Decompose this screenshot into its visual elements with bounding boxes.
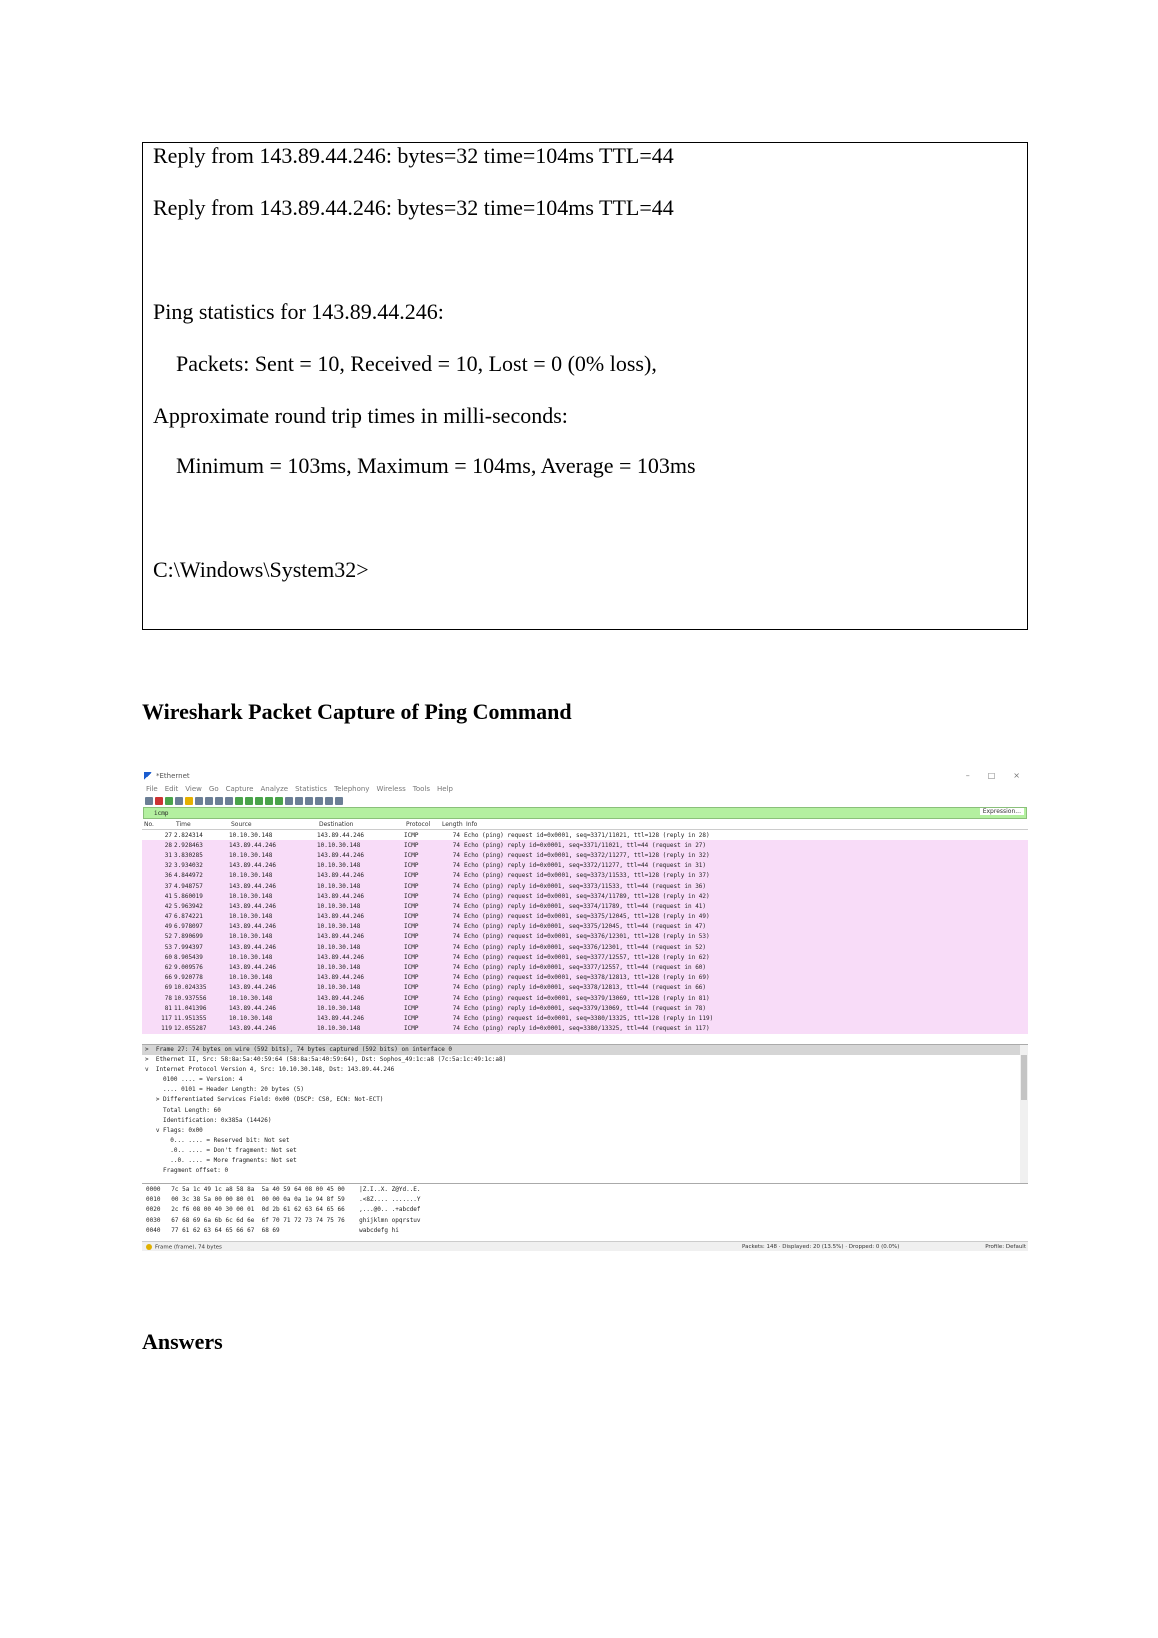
- packet-cell: ICMP: [404, 913, 419, 921]
- detail-line[interactable]: 0... .... = Reserved bit: Not set: [145, 1136, 290, 1144]
- packet-cell: 74: [452, 943, 460, 951]
- packet-row[interactable]: [142, 861, 1028, 871]
- packet-cell: 74: [452, 902, 460, 910]
- console-line: Approximate round trip times in milli-seconds:: [153, 403, 568, 428]
- packet-cell: 117: [161, 1014, 172, 1022]
- packet-cell: ICMP: [404, 872, 419, 880]
- main-toolbar: [142, 794, 1028, 807]
- packet-cell: 74: [452, 872, 460, 880]
- packet-cell: Echo (ping) reply id=0x0001, seq=3373/11533, ttl=44 (request in 36): [464, 882, 707, 890]
- restart-capture-icon[interactable]: [165, 797, 173, 805]
- column-header[interactable]: Length: [442, 820, 463, 828]
- console-line: Reply from 143.89.44.246: bytes=32 time=104ms TTL=44: [153, 195, 674, 220]
- packet-cell: 143.89.44.246: [229, 1025, 276, 1033]
- packet-cell: ICMP: [404, 902, 419, 910]
- packet-cell: 74: [452, 953, 460, 961]
- packet-cell: 143.89.44.246: [229, 882, 276, 890]
- packet-cell: 143.89.44.246: [317, 892, 364, 900]
- packet-row[interactable]: [142, 993, 1028, 1003]
- detail-line[interactable]: ..0. .... = More fragments: Not set: [145, 1157, 297, 1165]
- packet-row[interactable]: [142, 962, 1028, 972]
- packet-cell: Echo (ping) reply id=0x0001, seq=3380/13325, ttl=44 (request in 117): [464, 1025, 710, 1033]
- packet-row[interactable]: [142, 912, 1028, 922]
- packet-cell: ICMP: [404, 841, 419, 849]
- packet-cell: 28: [164, 841, 172, 849]
- display-filter-bar[interactable]: [143, 807, 1027, 819]
- packet-cell: Echo (ping) request id=0x0001, seq=3379/13069, ttl=128 (reply in 81): [464, 994, 710, 1002]
- packet-cell: Echo (ping) request id=0x0001, seq=3373/11533, ttl=128 (reply in 37): [464, 872, 710, 880]
- packet-cell: ICMP: [404, 1014, 419, 1022]
- packet-cell: 4.844972: [174, 872, 203, 880]
- packet-cell: 10.10.30.148: [229, 831, 273, 839]
- detail-line[interactable]: Total Length: 60: [145, 1106, 221, 1114]
- packet-cell: 9.920778: [174, 974, 203, 982]
- packet-cell: 143.89.44.246: [317, 913, 364, 921]
- packet-cell: 10.10.30.148: [229, 872, 273, 880]
- expression-button[interactable]: Expression...: [980, 808, 1024, 815]
- packet-cell: Echo (ping) request id=0x0001, seq=3375/12045, ttl=128 (reply in 49): [464, 913, 710, 921]
- packet-cell: 81: [164, 1004, 172, 1012]
- packet-cell: 2.824314: [174, 831, 203, 839]
- packet-cell: ICMP: [404, 943, 419, 951]
- packet-cell: 11.041396: [174, 1004, 207, 1012]
- hex-line[interactable]: 0000 7c 5a 1c 49 1c a8 58 8a 5a 40 59 64 08 00 45 00 |Z.I..X. Z@Yd..E.: [146, 1186, 421, 1193]
- packet-cell: 10.10.30.148: [317, 882, 361, 890]
- packet-row[interactable]: [142, 901, 1028, 911]
- maximize-icon[interactable]: □: [987, 771, 996, 780]
- zoom-in-icon[interactable]: [305, 797, 313, 805]
- window-titlebar: [142, 769, 1028, 783]
- console-prompt: C:\Windows\System32>: [153, 557, 369, 582]
- packet-cell: 74: [452, 892, 460, 900]
- packet-cell: 52: [164, 933, 172, 941]
- packet-cell: 143.89.44.246: [317, 974, 364, 982]
- packet-cell: 143.89.44.246: [229, 964, 276, 972]
- go-to-packet-icon[interactable]: [255, 797, 263, 805]
- packet-cell: 10.10.30.148: [229, 974, 273, 982]
- packet-cell: 66: [164, 974, 172, 982]
- menu-item[interactable]: File: [146, 784, 158, 793]
- packet-bytes-pane: [142, 1185, 1028, 1241]
- packet-cell: 27: [164, 831, 172, 839]
- packet-row[interactable]: [142, 932, 1028, 942]
- packet-cell: 9.009576: [174, 964, 203, 972]
- packet-cell: ICMP: [404, 831, 419, 839]
- packet-cell: 74: [452, 913, 460, 921]
- packet-row[interactable]: [142, 1003, 1028, 1013]
- packet-cell: 41: [164, 892, 172, 900]
- details-scrollbar[interactable]: [1020, 1045, 1028, 1183]
- packet-cell: Echo (ping) request id=0x0001, seq=3377/12557, ttl=128 (reply in 62): [464, 953, 710, 961]
- detail-line[interactable]: Identification: 0x385a (14426): [145, 1116, 272, 1124]
- packet-cell: 12.055287: [174, 1025, 207, 1033]
- packet-cell: ICMP: [404, 923, 419, 931]
- menu-item[interactable]: View: [185, 784, 202, 793]
- column-header[interactable]: Source: [231, 820, 252, 828]
- column-header[interactable]: Time: [176, 820, 191, 828]
- packet-cell: 74: [452, 994, 460, 1002]
- close-file-icon[interactable]: [205, 797, 213, 805]
- packet-cell: ICMP: [404, 1025, 419, 1033]
- zoom-out-icon[interactable]: [315, 797, 323, 805]
- section-heading-answers: Answers: [142, 1329, 223, 1354]
- menu-item[interactable]: Tools: [412, 784, 430, 793]
- packet-cell: 143.89.44.246: [229, 984, 276, 992]
- packet-cell: 143.89.44.246: [317, 1014, 364, 1022]
- packet-row[interactable]: [142, 922, 1028, 932]
- packet-cell: Echo (ping) request id=0x0001, seq=3372/11277, ttl=128 (reply in 32): [464, 851, 710, 859]
- stop-capture-icon[interactable]: [155, 797, 163, 805]
- packet-cell: 143.89.44.246: [317, 872, 364, 880]
- menu-item[interactable]: Edit: [164, 784, 179, 793]
- start-capture-icon[interactable]: [145, 797, 153, 805]
- menu-bar: [142, 783, 1028, 794]
- save-file-icon[interactable]: [195, 797, 203, 805]
- packet-list-header: [142, 819, 1028, 830]
- packet-cell: 10.10.30.148: [317, 841, 361, 849]
- go-back-icon[interactable]: [235, 797, 243, 805]
- autoscroll-icon[interactable]: [285, 797, 293, 805]
- packet-cell: 10.10.30.148: [229, 933, 273, 941]
- packet-cell: 10.10.30.148: [229, 892, 273, 900]
- packet-cell: 143.89.44.246: [229, 1004, 276, 1012]
- packet-cell: 49: [164, 923, 172, 931]
- wireshark-fin-icon: [144, 772, 152, 780]
- console-line: Ping statistics for 143.89.44.246:: [153, 299, 444, 324]
- packet-cell: Echo (ping) reply id=0x0001, seq=3378/12813, ttl=44 (request in 66): [464, 984, 707, 992]
- console-line: Minimum = 103ms, Maximum = 104ms, Average = 103ms: [176, 453, 696, 478]
- detail-line[interactable]: > Differentiated Services Field: 0x00 (DSCP: CS0, ECN: Not-ECT): [145, 1096, 384, 1104]
- packet-cell: 143.89.44.246: [229, 923, 276, 931]
- detail-line[interactable]: .0.. .... = Don't fragment: Not set: [145, 1146, 297, 1154]
- status-bar: [142, 1241, 1028, 1251]
- wireshark-screenshot: [142, 769, 1028, 1251]
- packet-cell: 143.89.44.246: [229, 862, 276, 870]
- packet-cell: 5.963942: [174, 902, 203, 910]
- packet-cell: 119: [161, 1025, 172, 1033]
- packet-cell: 5.860019: [174, 892, 203, 900]
- packet-row[interactable]: [142, 840, 1028, 850]
- packet-cell: 10.10.30.148: [317, 902, 361, 910]
- packet-cell: Echo (ping) reply id=0x0001, seq=3374/11789, ttl=44 (request in 41): [464, 902, 707, 910]
- packet-details-pane: [142, 1044, 1028, 1184]
- packet-cell: 7.994397: [174, 943, 203, 951]
- packet-cell: 11.951355: [174, 1014, 207, 1022]
- detail-line[interactable]: .... 0101 = Header Length: 20 bytes (5): [145, 1086, 304, 1094]
- packet-cell: ICMP: [404, 862, 419, 870]
- packet-row[interactable]: [142, 881, 1028, 891]
- packet-cell: 42: [164, 902, 172, 910]
- packet-row[interactable]: [142, 973, 1028, 983]
- packet-cell: 31: [164, 851, 172, 859]
- packet-cell: 74: [452, 851, 460, 859]
- packet-cell: 8.905439: [174, 953, 203, 961]
- reload-icon[interactable]: [215, 797, 223, 805]
- packet-cell: 7.890699: [174, 933, 203, 941]
- packet-cell: 10.10.30.148: [317, 964, 361, 972]
- hex-line[interactable]: 0030 67 68 69 6a 6b 6c 6d 6e 6f 70 71 72 73 74 75 76 ghijklmn opqrstuv: [146, 1216, 421, 1224]
- packet-cell: 10.10.30.148: [229, 994, 273, 1002]
- packet-cell: 10.10.30.148: [317, 1004, 361, 1012]
- packet-row[interactable]: [142, 1024, 1028, 1034]
- packet-cell: 53: [164, 943, 172, 951]
- packet-cell: 74: [452, 964, 460, 972]
- section-heading-capture: Wireshark Packet Capture of Ping Command: [142, 699, 572, 724]
- packet-cell: 10.937556: [174, 994, 207, 1002]
- packet-cell: 6.874221: [174, 913, 203, 921]
- packet-cell: Echo (ping) request id=0x0001, seq=3380/13325, ttl=128 (reply in 119): [464, 1014, 714, 1022]
- packet-row[interactable]: [142, 942, 1028, 952]
- packet-row[interactable]: [142, 1013, 1028, 1023]
- status-packets: Packets: 148 · Displayed: 20 (13.5%) · Dropped: 0 (0.0%): [742, 1244, 900, 1250]
- menu-item[interactable]: Capture: [225, 784, 254, 793]
- packet-cell: 74: [452, 882, 460, 890]
- packet-cell: 47: [164, 913, 172, 921]
- packet-cell: 10.10.30.148: [229, 1014, 273, 1022]
- packet-cell: 10.10.30.148: [229, 913, 273, 921]
- menu-item[interactable]: Statistics: [295, 784, 328, 793]
- capture-options-icon[interactable]: [175, 797, 183, 805]
- hex-line[interactable]: 0020 2c f6 08 00 40 30 00 01 0d 2b 61 62 63 64 65 66 ,...@0.. .+abcdef: [146, 1206, 421, 1214]
- packet-cell: 143.89.44.246: [317, 953, 364, 961]
- packet-cell: ICMP: [404, 892, 419, 900]
- packet-cell: Echo (ping) reply id=0x0001, seq=3379/13069, ttl=44 (request in 78): [464, 1004, 707, 1012]
- detail-line[interactable]: > Ethernet II, Src: 58:8a:5a:40:59:64 (58:8a:5a:40:59:64), Dst: Sophos_49:1c:a8 (7c:5a:1c:49:1c:a8): [145, 1056, 507, 1064]
- packet-cell: 10.10.30.148: [229, 851, 273, 859]
- packet-cell: 32: [164, 862, 172, 870]
- packet-cell: ICMP: [404, 851, 419, 859]
- packet-cell: 60: [164, 953, 172, 961]
- packet-cell: ICMP: [404, 994, 419, 1002]
- packet-cell: ICMP: [404, 1004, 419, 1012]
- packet-cell: 10.10.30.148: [317, 862, 361, 870]
- packet-cell: 10.024335: [174, 984, 207, 992]
- packet-cell: ICMP: [404, 882, 419, 890]
- packet-cell: Echo (ping) request id=0x0001, seq=3376/12301, ttl=128 (reply in 53): [464, 933, 710, 941]
- column-header[interactable]: Destination: [319, 820, 354, 828]
- packet-cell: Echo (ping) reply id=0x0001, seq=3372/11277, ttl=44 (request in 31): [464, 862, 707, 870]
- status-profile[interactable]: Profile: Default: [985, 1244, 1026, 1250]
- packet-cell: 143.89.44.246: [317, 851, 364, 859]
- menu-item[interactable]: Go: [208, 784, 219, 793]
- packet-cell: 78: [164, 994, 172, 1002]
- packet-cell: 143.89.44.246: [317, 831, 364, 839]
- column-header[interactable]: Protocol: [406, 820, 431, 828]
- packet-cell: Echo (ping) reply id=0x0001, seq=3375/12045, ttl=44 (request in 47): [464, 923, 707, 931]
- packet-cell: 10.10.30.148: [317, 923, 361, 931]
- packet-cell: Echo (ping) reply id=0x0001, seq=3376/12301, ttl=44 (request in 52): [464, 943, 707, 951]
- first-packet-icon[interactable]: [265, 797, 273, 805]
- packet-row[interactable]: [142, 850, 1028, 860]
- hex-line[interactable]: 0010 00 3c 38 5a 00 00 80 01 00 00 0a 0a 1e 94 8f 59 .<8Z.... .......Y: [146, 1196, 421, 1204]
- detail-line[interactable]: > Frame 27: 74 bytes on wire (592 bits), 74 bytes captured (592 bits) on interface 0: [142, 1045, 1028, 1055]
- resize-columns-icon[interactable]: [335, 797, 343, 805]
- packet-row[interactable]: [142, 891, 1028, 901]
- packet-cell: 74: [452, 1014, 460, 1022]
- normal-size-icon[interactable]: [325, 797, 333, 805]
- packet-cell: ICMP: [404, 974, 419, 982]
- go-forward-icon[interactable]: [245, 797, 253, 805]
- packet-row[interactable]: [142, 830, 1028, 840]
- packet-cell: ICMP: [404, 953, 419, 961]
- packet-cell: 74: [452, 862, 460, 870]
- window-title: *Ethernet: [156, 772, 190, 780]
- detail-line[interactable]: Fragment offset: 0: [145, 1167, 229, 1175]
- packet-cell: 4.948757: [174, 882, 203, 890]
- detail-line[interactable]: v Flags: 0x00: [145, 1126, 203, 1134]
- packet-row[interactable]: [142, 952, 1028, 962]
- menu-item[interactable]: Telephony: [334, 784, 370, 793]
- packet-cell: 74: [452, 933, 460, 941]
- detail-line[interactable]: v Internet Protocol Version 4, Src: 10.10.30.148, Dst: 143.89.44.246: [145, 1066, 395, 1074]
- packet-cell: 143.89.44.246: [229, 902, 276, 910]
- packet-cell: 10.10.30.148: [317, 984, 361, 992]
- display-filter-input[interactable]: icmp: [154, 809, 169, 817]
- menu-item[interactable]: Help: [437, 784, 453, 793]
- menu-item[interactable]: Analyze: [260, 784, 289, 793]
- packet-row[interactable]: [142, 871, 1028, 881]
- column-header[interactable]: Info: [466, 820, 478, 828]
- packet-cell: 143.89.44.246: [317, 994, 364, 1002]
- packet-cell: 3.830285: [174, 851, 203, 859]
- packet-cell: 69: [164, 984, 172, 992]
- last-packet-icon[interactable]: [275, 797, 283, 805]
- colorize-icon[interactable]: [295, 797, 303, 805]
- packet-cell: ICMP: [404, 964, 419, 972]
- console-output-box: [142, 142, 1028, 630]
- packet-cell: ICMP: [404, 933, 419, 941]
- packet-cell: 74: [452, 923, 460, 931]
- column-header[interactable]: No.: [144, 820, 154, 828]
- packet-cell: 74: [452, 1025, 460, 1033]
- packet-cell: 2.928463: [174, 841, 203, 849]
- capture-status-icon: [146, 1244, 152, 1250]
- packet-cell: Echo (ping) reply id=0x0001, seq=3377/12557, ttl=44 (request in 60): [464, 964, 707, 972]
- packet-cell: 74: [452, 984, 460, 992]
- console-line: Reply from 143.89.44.246: bytes=32 time=104ms TTL=44: [153, 143, 674, 168]
- packet-cell: 74: [452, 974, 460, 982]
- packet-cell: 62: [164, 964, 172, 972]
- minimize-icon[interactable]: –: [965, 771, 970, 780]
- packet-cell: 10.10.30.148: [317, 943, 361, 951]
- menu-item[interactable]: Wireless: [376, 784, 406, 793]
- packet-cell: 10.10.30.148: [317, 1025, 361, 1033]
- hex-line[interactable]: 0040 77 61 62 63 64 65 66 67 68 69 wabcdefg hi: [146, 1226, 399, 1234]
- packet-cell: Echo (ping) request id=0x0001, seq=3374/11789, ttl=128 (reply in 42): [464, 892, 710, 900]
- detail-line[interactable]: 0100 .... = Version: 4: [145, 1076, 243, 1084]
- packet-cell: 143.89.44.246: [229, 841, 276, 849]
- find-packet-icon[interactable]: [225, 797, 233, 805]
- packet-cell: 74: [452, 841, 460, 849]
- packet-cell: 74: [452, 831, 460, 839]
- status-frame: Frame (frame), 74 bytes: [155, 1244, 222, 1251]
- packet-row[interactable]: [142, 983, 1028, 993]
- close-icon[interactable]: ×: [1013, 771, 1020, 780]
- packet-cell: 6.978097: [174, 923, 203, 931]
- packet-cell: 3.934032: [174, 862, 203, 870]
- packet-cell: Echo (ping) reply id=0x0001, seq=3371/11021, ttl=44 (request in 27): [464, 841, 707, 849]
- packet-cell: Echo (ping) request id=0x0001, seq=3378/12813, ttl=128 (reply in 69): [464, 974, 710, 982]
- packet-cell: 143.89.44.246: [317, 933, 364, 941]
- console-line: Packets: Sent = 10, Received = 10, Lost = 0 (0% loss),: [176, 351, 657, 376]
- packet-cell: Echo (ping) request id=0x0001, seq=3371/11021, ttl=128 (reply in 28): [464, 831, 710, 839]
- packet-cell: 143.89.44.246: [229, 943, 276, 951]
- packet-cell: 74: [452, 1004, 460, 1012]
- packet-cell: 10.10.30.148: [229, 953, 273, 961]
- packet-list: [142, 830, 1028, 1034]
- packet-cell: 36: [164, 872, 172, 880]
- packet-cell: ICMP: [404, 984, 419, 992]
- packet-cell: 37: [164, 882, 172, 890]
- open-file-icon[interactable]: [185, 797, 193, 805]
